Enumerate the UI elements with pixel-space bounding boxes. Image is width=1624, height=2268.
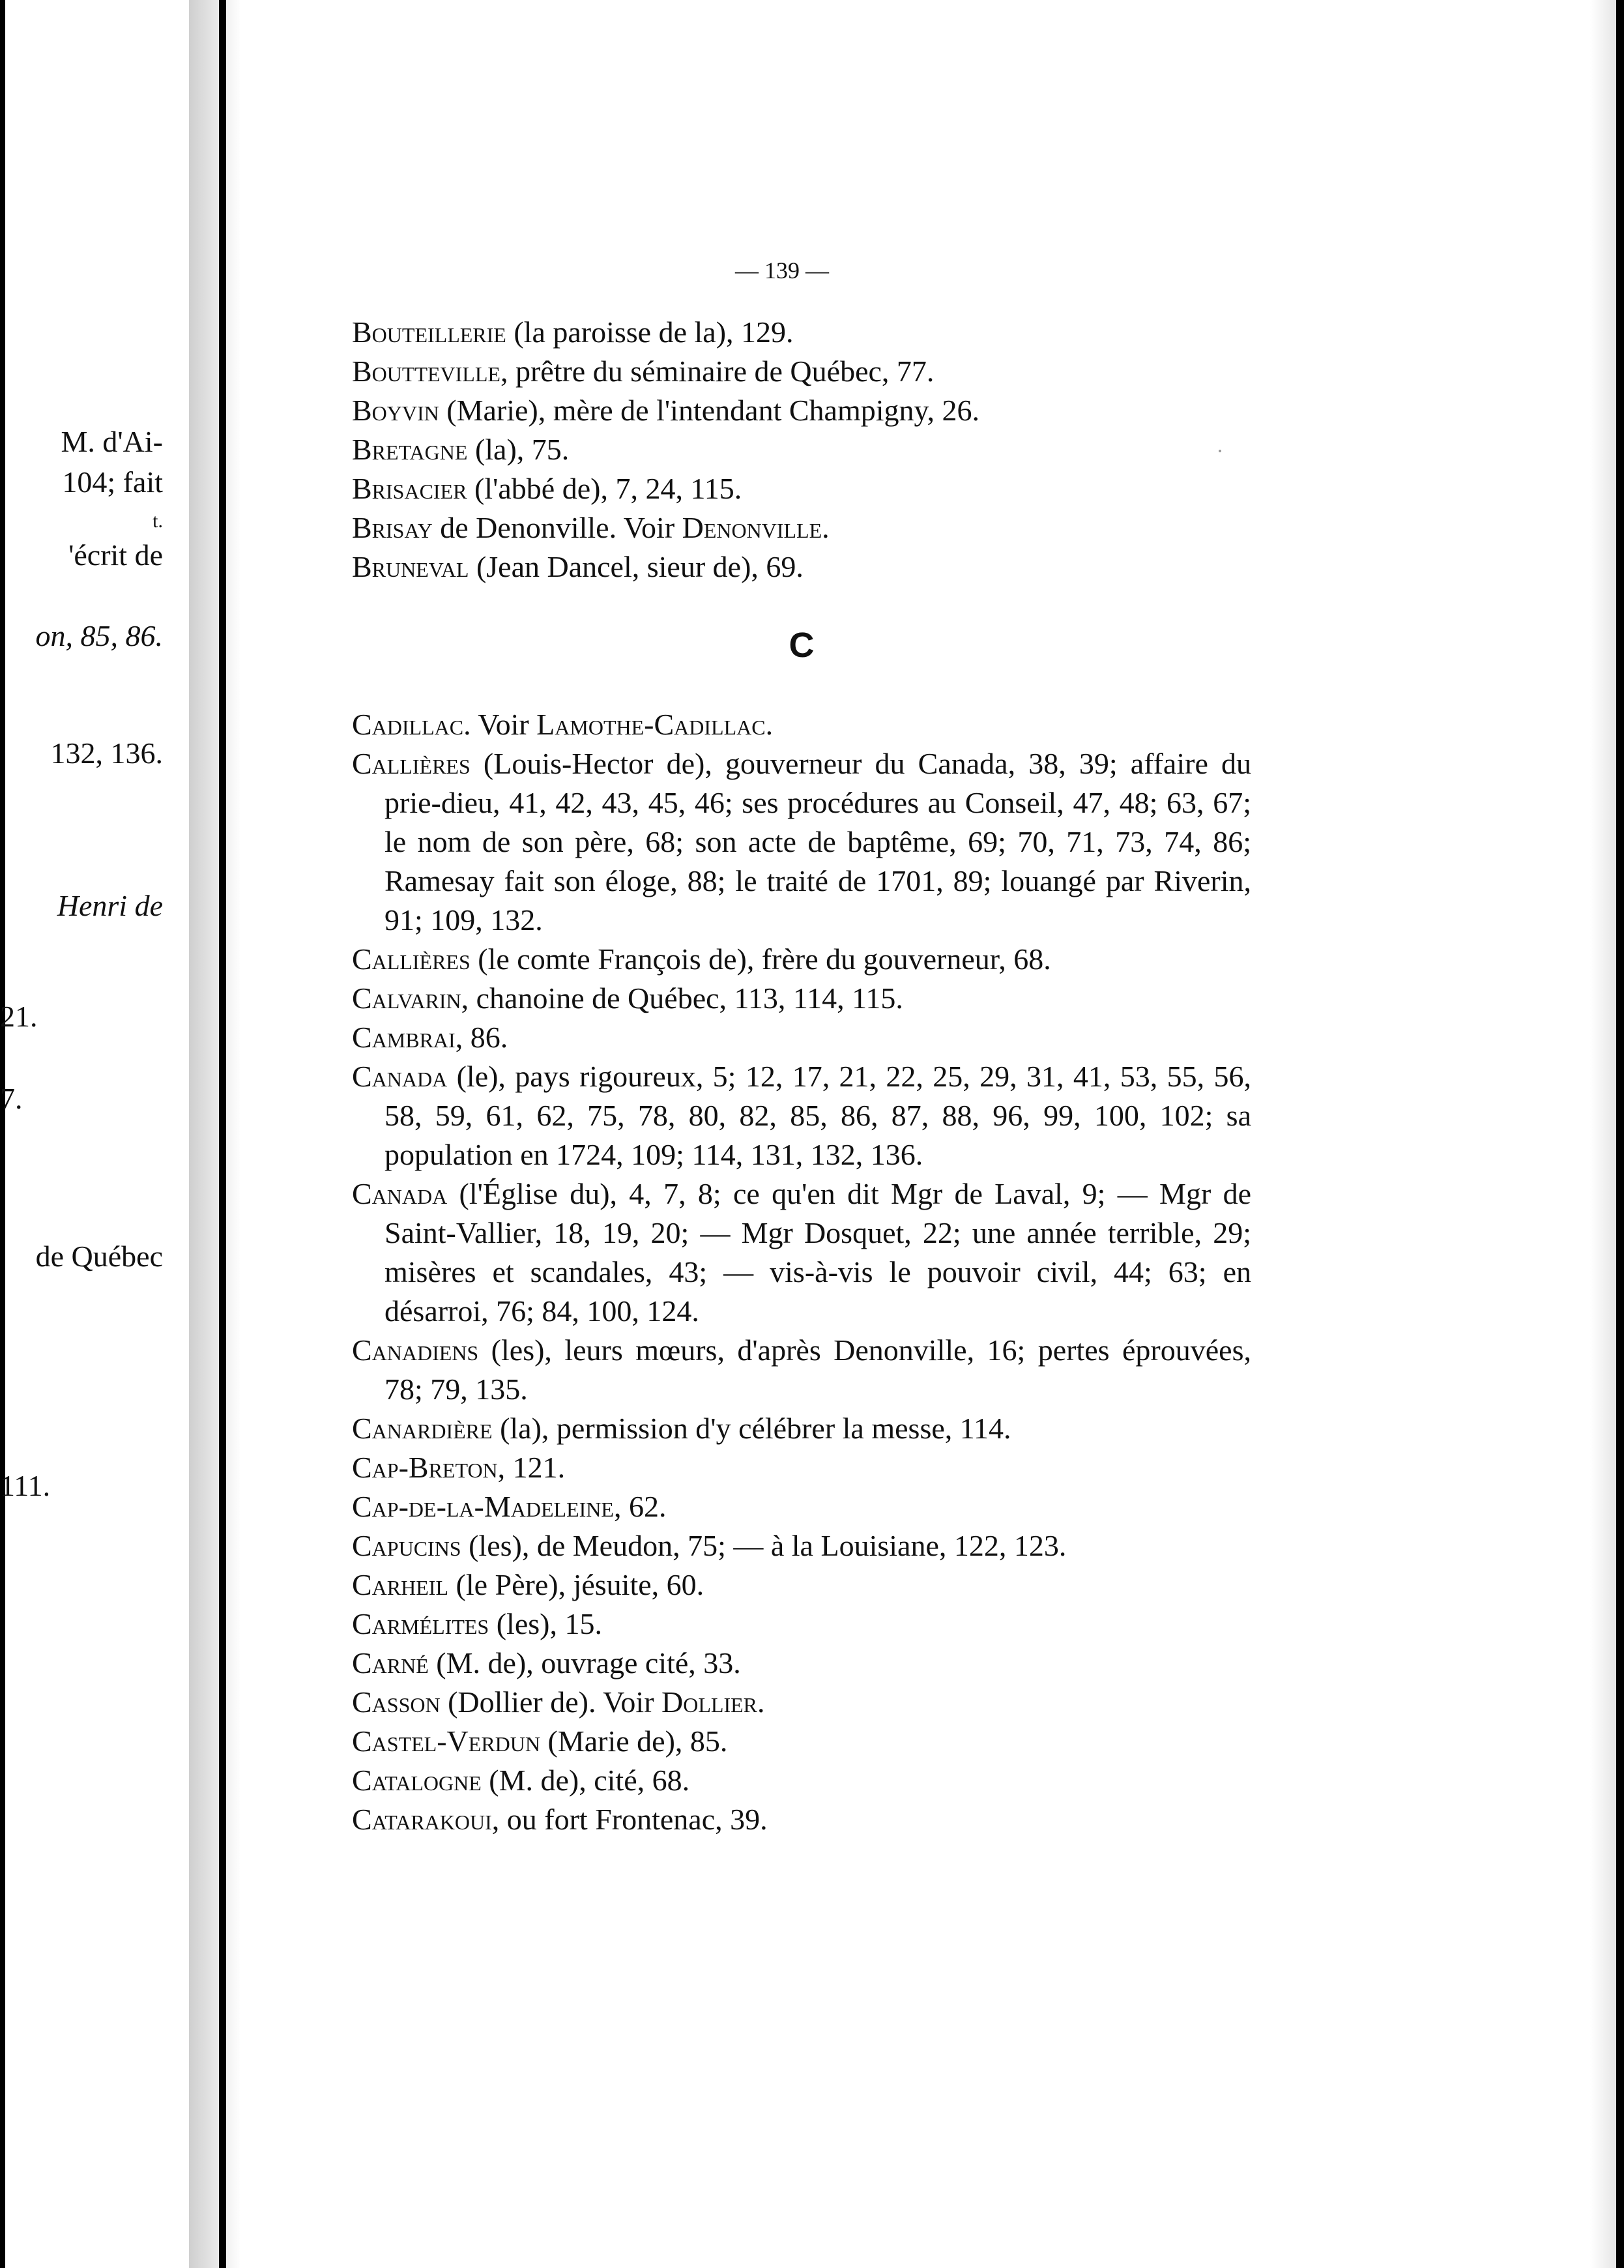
index-entry [352,1487,1251,1526]
index-entry [352,430,1251,469]
index-section-b [352,313,1251,587]
entry-heading: Cap-Breton [352,1451,498,1484]
index-entry [352,1605,1251,1644]
gutter-shadow [189,0,241,2268]
entry-text: , 86. [455,1021,508,1054]
entry-heading: Bretagne [352,433,468,466]
entry-text: (M. de), cité, 68. [481,1764,690,1797]
entry-heading: Cap-de-la-Madeleine [352,1490,614,1523]
index-entry [352,1448,1251,1487]
left-fragment: M. d'Ai- [61,425,163,458]
entry-text: (le), pays rigoureux, 5; 12, 17, 21, 22, 25, 29, 31, 41, 53, 55, 56, 58, 59, 61, 62, 75, 78, 80, 82, 85, 86, 87, 88, 96, 99, 100, 102; sa population en 1724, 109; 114, 131, 132, 136. [384,1060,1251,1171]
entry-text: (la paroisse de la), 129. [506,315,794,349]
entry-text: , 62. [613,1490,667,1523]
entry-text: (l'Église du), 4, 7, 8; ce qu'en dit Mgr de Laval, 9; — Mgr de Saint-Vallier, 18, 19, 20; — Mgr Dosquet, 22; une année terrible, 29; misères et scandales, 43; — vis-à-vis le pouvoir civil, 44; 63; en désarroi, 76; 84, 100, 124. [384,1177,1251,1328]
entry-text: (le comte François de), frère du gouverneur, 68. [470,942,1051,976]
index-entry [352,1644,1251,1683]
entry-heading: Catarakoui [352,1803,492,1836]
entry-text: (les), 15. [489,1607,602,1640]
section-letter-c: C [789,626,815,665]
entry-text: (Dollier de). Voir [440,1685,662,1719]
left-fragment: Henri de [57,889,163,922]
page-edge-shadow [1590,0,1616,2268]
left-fragment: t. [152,510,163,532]
index-entry [352,1331,1251,1409]
left-fragment: 7. [0,1082,23,1115]
left-fragment: on, 85, 86. [35,619,163,652]
entry-heading: Boutteville [352,355,500,388]
entry-heading: Catalogne [352,1764,482,1797]
left-fragment: 104; fait [62,465,163,499]
left-fragment: 132, 136. [50,736,163,770]
index-section-c [352,705,1251,1839]
index-entry [352,1174,1251,1331]
entry-heading: Castel-Verdun [352,1724,540,1758]
entry-heading: Cambrai [352,1021,456,1054]
cross-reference: Dollier [661,1685,758,1719]
page-number: — 139 — [735,257,829,284]
left-fragment: 'écrit de [68,538,163,572]
left-fragment: 21. [0,1000,38,1033]
entry-heading: Carmélites [352,1607,489,1640]
index-entry [352,508,1251,547]
entry-heading: Carheil [352,1568,448,1601]
entry-text: (la), permission d'y célébrer la messe, 114. [492,1412,1011,1445]
cross-reference: Denonville [682,511,822,544]
entry-heading: Canada [352,1060,448,1093]
index-entry [352,1565,1251,1605]
entry-text: (Louis-Hector de), gouverneur du Canada, 38, 39; affaire du prie-dieu, 41, 42, 43, 45, 46; ses procédures au Conseil, 47, 48; 63, 67; le nom de son père, 68; son acte de baptême, 69; 70, 71, 73, 74, 86; Ramesay fait son éloge, 88; le traité de 1701, 89; louangé par Riverin, 91; 109, 132. [384,747,1251,937]
entry-text: . Voir [463,708,537,741]
entry-heading: Canadiens [352,1333,479,1367]
index-entry [352,313,1251,352]
entry-text: (le Père), jésuite, 60. [448,1568,704,1601]
index-entry [352,547,1251,587]
entry-heading: Callières [352,942,471,976]
entry-heading: Boyvin [352,394,439,427]
entry-heading: Bruneval [352,550,469,583]
entry-tail: . [765,708,774,741]
cross-reference: Lamothe-Cadillac [536,708,766,741]
entry-heading: Cadillac [352,708,464,741]
left-fragment: 111. [0,1469,51,1502]
entry-tail: . [822,511,830,544]
index-entry [352,1526,1251,1565]
entry-heading: Casson [352,1685,441,1719]
index-entry [352,940,1251,979]
index-entry [352,1057,1251,1174]
entry-heading: Brisay [352,511,433,544]
entry-text: (les), de Meudon, 75; — à la Louisiane, 122, 123. [461,1529,1067,1562]
index-entry [352,1722,1251,1761]
entry-text: (Marie de), 85. [540,1724,728,1758]
entry-text: de Denonville. Voir [432,511,682,544]
scan-right-edge [1616,0,1624,2268]
index-entry [352,744,1251,940]
entry-text: (les), leurs mœurs, d'après Denonville, 16; pertes éprouvées, 78; 79, 135. [384,1333,1251,1406]
index-entry [352,1800,1251,1839]
index-entry [352,1409,1251,1448]
entry-heading: Carné [352,1646,429,1679]
entry-text: (M. de), ouvrage cité, 33. [428,1646,741,1679]
entry-text: , chanoine de Québec, 113, 114, 115. [461,981,903,1015]
entry-tail: . [757,1685,765,1719]
index-entry [352,705,1251,744]
index-entry [352,1761,1251,1800]
entry-text: , 121. [497,1451,566,1484]
entry-heading: Canada [352,1177,448,1210]
entry-text: (l'abbé de), 7, 24, 115. [467,472,742,505]
book-spine [219,0,226,2268]
index-entry [352,1683,1251,1722]
entry-heading: Callières [352,747,471,780]
entry-text: (Jean Dancel, sieur de), 69. [469,550,804,583]
entry-text: (Marie), mère de l'intendant Champigny, 26. [439,394,980,427]
entry-heading: Canardière [352,1412,493,1445]
entry-text: , prêtre du séminaire de Québec, 77. [500,355,935,388]
index-entry [352,469,1251,508]
entry-text: (la), 75. [467,433,570,466]
left-fragment: de Québec [35,1240,163,1273]
index-entry [352,352,1251,391]
entry-heading: Bouteillerie [352,315,506,349]
entry-text: , ou fort Frontenac, 39. [491,1803,768,1836]
index-entry [352,1018,1251,1057]
index-entry [352,391,1251,430]
entry-heading: Calvarin [352,981,461,1015]
index-entry [352,979,1251,1018]
entry-heading: Brisacier [352,472,467,505]
scan-left-edge [0,0,5,2268]
index-entries [352,313,1251,1839]
entry-heading: Capucins [352,1529,461,1562]
